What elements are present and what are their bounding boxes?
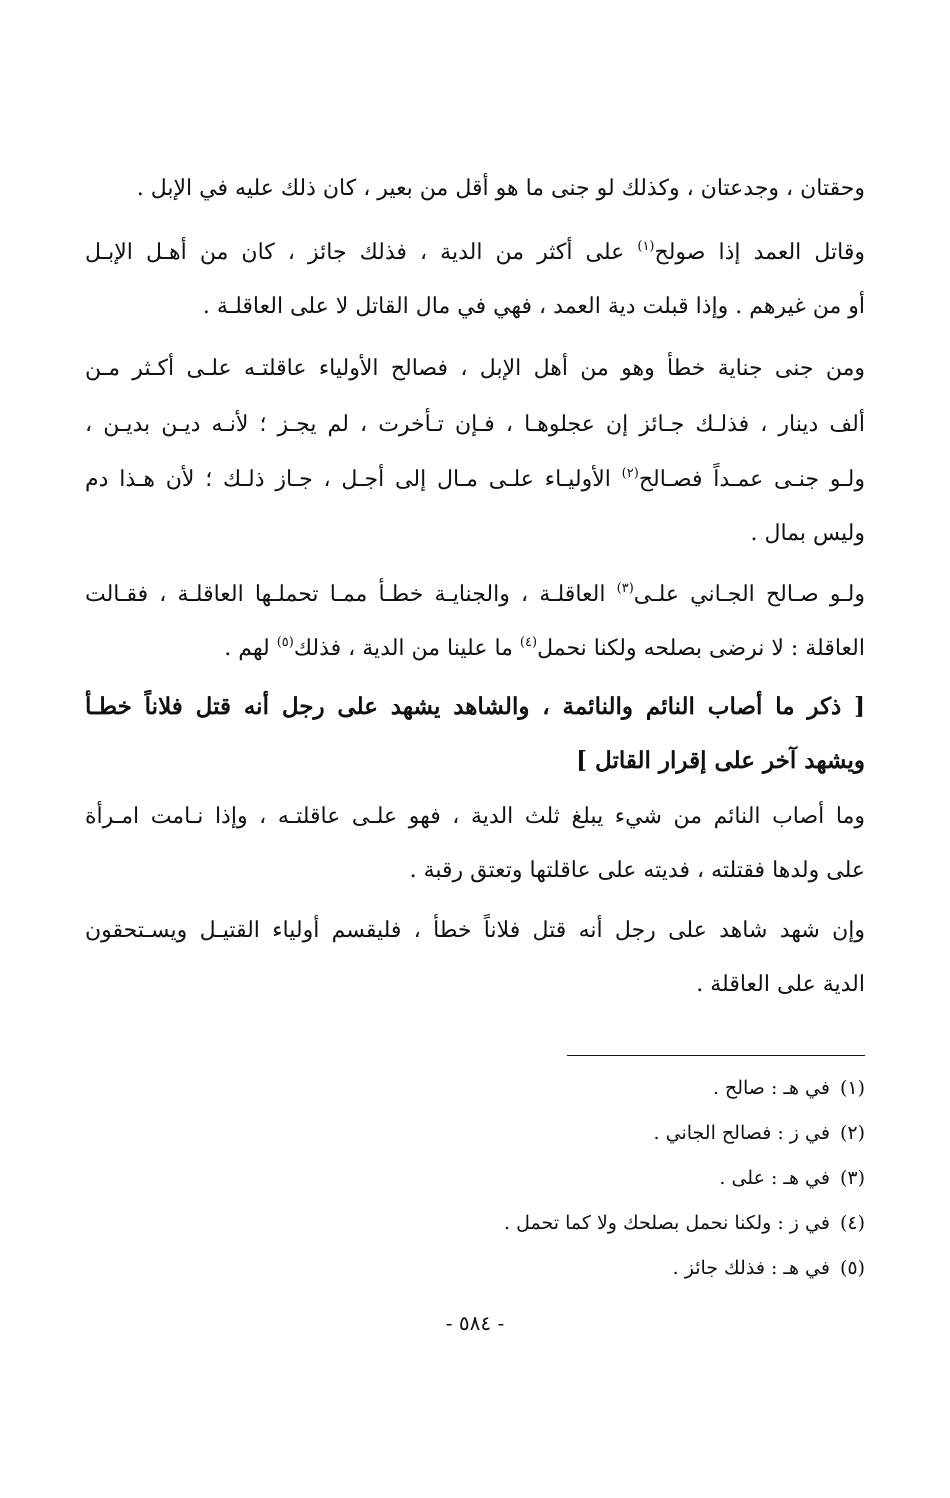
- text-line: ومن جنى جناية خطأ وهو من أهل الإبل ، فصالح الأولياء عاقلتـه علـى أكـثر مـن: [85, 356, 865, 381]
- text-line: ولـو صـالح الجـاني علـى$^{(٣)}$ العاقلـة ، والجنايـة خطـأ ممـا تحملـها العاقلـة ، فقـالت: [85, 581, 865, 607]
- footnote-number: (٢): [839, 1122, 865, 1144]
- footnote: [165, 1253, 865, 1283]
- text-line: العاقلة : لا نرضى بصلحه ولكنا نحمل$^{(٤)}$ ما علينا من الدية ، فذلك$^{(٥)}$ لهم .: [224, 635, 865, 661]
- text-line: أو من غيرهم . وإذا قبلت دية العمد ، فهي في مال القاتل لا على العاقلـة .: [202, 294, 865, 319]
- footnote-ref: (٣): [616, 581, 634, 596]
- text-line: وإن شهد شاهد على رجل أنه قتل فلاناً خطأ ، فليقسم أولياء القتيـل ويسـتحقون: [85, 918, 865, 943]
- footnote: [165, 1073, 865, 1103]
- text-line: على ولدها فقتلته ، فديته على عاقلتها وتعتق رقبة .: [409, 858, 865, 883]
- footnote: [165, 1208, 865, 1238]
- footnote-text: في ز : ولكنا نحمل بصلحك ولا كما تحمل .: [504, 1212, 830, 1234]
- text-line: وما أصاب النائم من شيء يبلغ ثلث الدية ، فهو علـى عاقلتـه ، وإذا نـامت امـرأة: [85, 804, 865, 829]
- footnote-number: (٥): [839, 1257, 865, 1279]
- footnote: [165, 1163, 865, 1193]
- footnote-ref: (٢): [621, 466, 639, 481]
- text-line: وقاتل العمد إذا صولح$^{(١)}$ على أكثر من الدية ، فذلك جائز ، كان من أهـل الإبـل: [85, 239, 865, 265]
- footnote-number: (٤): [839, 1212, 865, 1234]
- text-line: وحقتان ، وجدعتان ، وكذلك لو جنى ما هو أقل من بعير ، كان ذلك عليه في الإبل .: [136, 176, 865, 201]
- footnote-text: في هـ : فذلك جائز .: [672, 1257, 830, 1279]
- footnote-text: في هـ : صالح .: [712, 1077, 830, 1099]
- text-line: وليس بمال .: [750, 521, 865, 546]
- footnote: [165, 1118, 865, 1148]
- footnote-number: (٣): [839, 1167, 865, 1189]
- page-number: - ٥٨٤ -: [445, 1311, 505, 1335]
- footnote-separator: [567, 1055, 865, 1056]
- text-line: الدية على العاقلة .: [696, 972, 865, 997]
- footnote-ref: (٥): [276, 635, 294, 650]
- section-heading: ويشهد آخر على إقرار القاتل ]: [576, 747, 865, 774]
- footnote-ref: (١): [637, 239, 655, 254]
- section-heading: [ ذكر ما أصاب النائم والنائمة ، والشاهد يشهد على رجل أنه قتل فلاناً خطـأ: [85, 693, 865, 720]
- footnote-ref: (٤): [519, 635, 538, 650]
- footnote-number: (١): [839, 1077, 865, 1099]
- text-line: ألف دينار ، فذلـك جـائز إن عجلوهـا ، فـإن تـأخرت ، لم يجـز ؛ لأنـه ديـن بديـن ،: [85, 412, 865, 437]
- footnote-text: في ز : فصالح الجاني .: [653, 1122, 830, 1144]
- text-line: ولـو جنـى عمـداً فصـالح$^{(٢)}$ الأوليـاء علـى مـال إلى أجـل ، جـاز ذلـك ؛ لأن هـذا دم: [85, 466, 865, 492]
- footnote-text: في هـ : على .: [719, 1167, 830, 1189]
